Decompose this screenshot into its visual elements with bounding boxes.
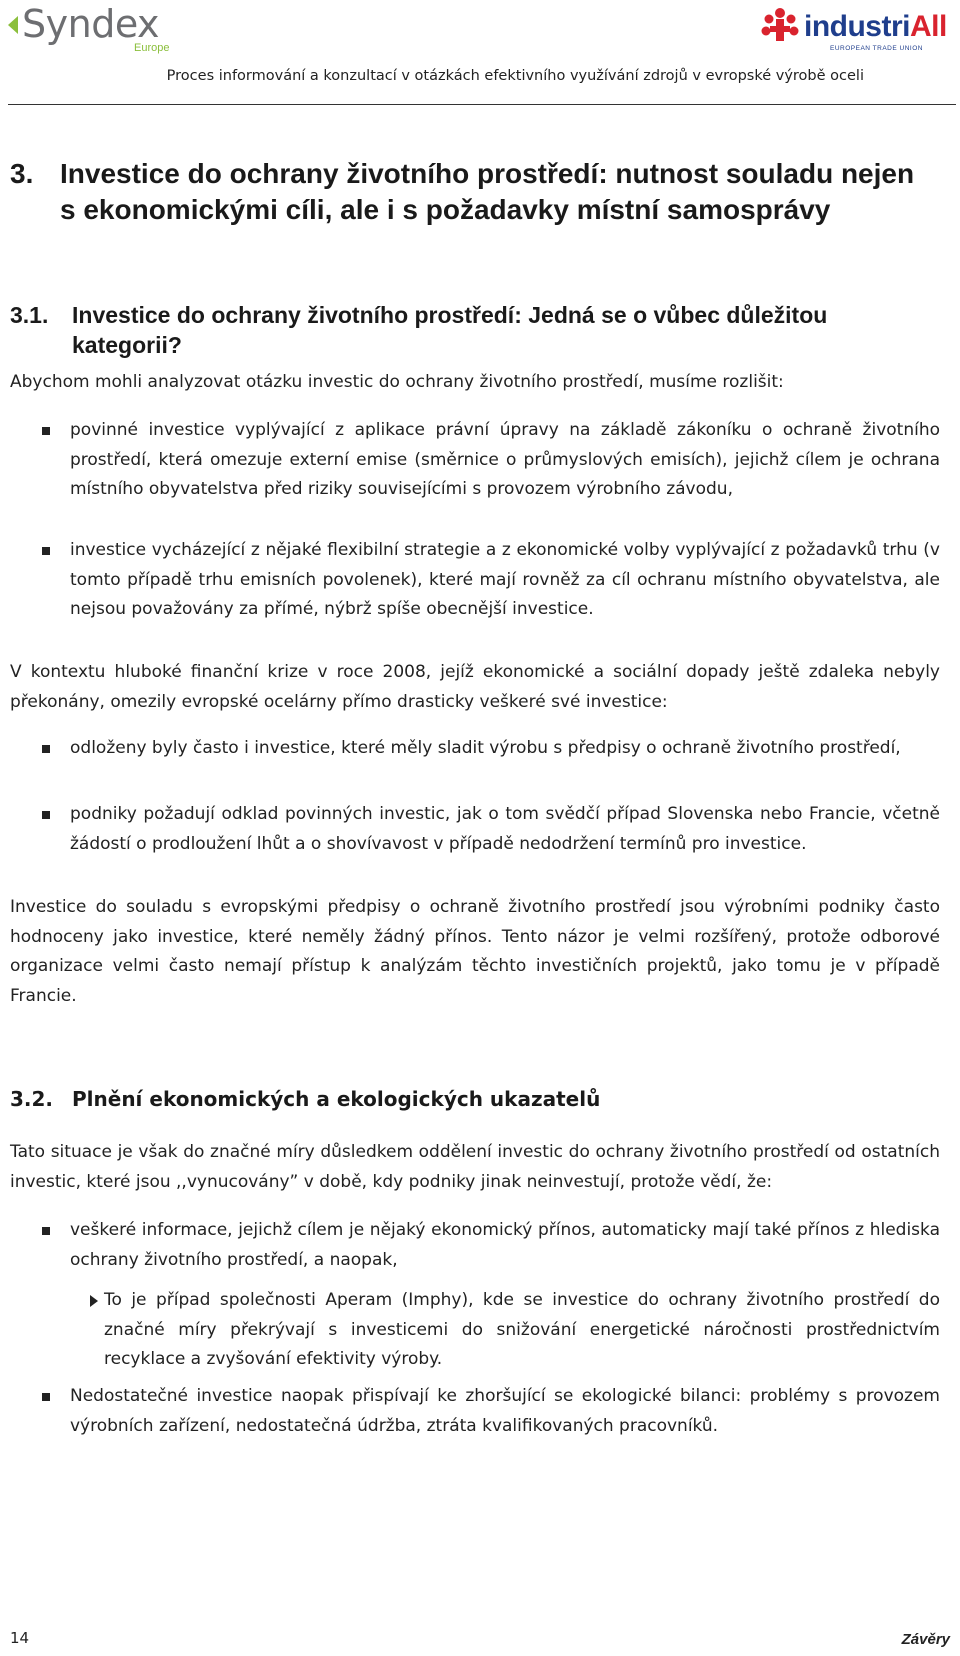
- list-item-text: odloženy byly často i investice, které měly sladit výrobu s předpisy o ochraně životního prostředí,: [70, 738, 901, 758]
- bullet-square-icon: [42, 745, 50, 753]
- bullet-square-icon: [42, 811, 50, 819]
- industriall-name-part1: industri: [804, 10, 910, 43]
- syndex-chevron-icon: [8, 16, 18, 34]
- paragraph-situation: Tato situace je však do značné míry důsledkem oddělení investic do ochrany životního prostředí od ostatních investic, které jsou ,,vynucovány” v době, kdy podniky jinak neinvestují, protože vědí, že:: [10, 1142, 940, 1192]
- section-3-2-heading: [10, 1085, 930, 1113]
- industriall-emblem-icon: [760, 6, 800, 46]
- section-3-number: 3.: [10, 158, 34, 189]
- paragraph-compliance: Investice do souladu s evropskými předpisy o ochraně životního prostředí jsou výrobními podniky často hodnoceny jako investice, které neměly žádný přínos. Tento názor je velmi rozšířený, protože odborové organizace velmi často nemají přístup k analýzám těchto investičních projektů, jako tomu je v případě Francie.: [10, 897, 940, 1006]
- list-item: [10, 734, 940, 764]
- section-3-1-number: 3.1.: [10, 302, 49, 328]
- sub-list-item: [10, 1286, 940, 1375]
- list-item-text: podniky požadují odklad povinných investic, jak o tom svědčí případ Slovenska nebo Francie, včetně žádostí o prodloužení lhůt a o shovívavost v případě nedodržení termínů pro investice.: [70, 804, 940, 854]
- bullet-square-icon: [42, 1227, 50, 1235]
- triangle-bullet-icon: [90, 1295, 98, 1307]
- bullet-square-icon: [42, 1393, 50, 1401]
- list-item-text: investice vycházející z nějaké flexibilní strategie a z ekonomické volby vyplývající z požadavků trhu (v tomto případě trhu emisních povolenek), které mají rovněž za cíl ochranu místního obyvatelstva, ale nejsou považovány za přímé, nýbrž spíše obecnější investice.: [70, 540, 940, 619]
- paragraph-intro: Abychom mohli analyzovat otázku investic do ochrany životního prostředí, musíme rozlišit:: [10, 372, 784, 392]
- sub-list-item-text: To je případ společnosti Aperam (Imphy), kde se investice do ochrany životního prostředí do značné míry překrývají s investicemi do snižování energetické náročnosti prostřednictvím recyklace a zvyšování efektivity výroby.: [104, 1290, 940, 1369]
- section-3-2-number: 3.2.: [10, 1087, 54, 1111]
- industriall-logo: [760, 6, 955, 54]
- section-3-2-title: Plnění ekonomických a ekologických ukazatelů: [72, 1087, 601, 1111]
- syndex-logo-sub: Europe: [134, 42, 170, 54]
- list-item: [10, 1216, 940, 1275]
- syndex-logo-name: Syndex: [22, 2, 160, 46]
- section-3-1-heading: [10, 300, 930, 360]
- running-header-title: Proces informování a konzultací v otázkách efektivního využívání zdrojů v evropské výrobě oceli: [166, 68, 864, 84]
- list-item-text: Nedostatečné investice naopak přispívají ke zhoršující se ekologické bilanci: problémy s provozem výrobních zařízení, nedostatečná údržba, ztráta kvalifikovaných pracovníků.: [70, 1386, 940, 1436]
- section-3-heading: [10, 156, 930, 228]
- section-3-title: Investice do ochrany životního prostředí: nutnost souladu nejen s ekonomickými cíli, ale i s požadavky místní samosprávy: [60, 158, 915, 225]
- section-3-1-title: Investice do ochrany životního prostředí: Jedná se o vůbec důležitou kategorii?: [72, 302, 828, 358]
- bullet-square-icon: [42, 427, 50, 435]
- header-divider: [8, 104, 956, 105]
- list-item: [10, 1382, 940, 1441]
- industriall-name-part2: All: [910, 10, 947, 43]
- bullet-square-icon: [42, 547, 50, 555]
- industriall-logo-name: [804, 10, 947, 44]
- page-number: 14: [10, 1629, 30, 1647]
- list-item: [10, 416, 940, 505]
- paragraph-crisis: V kontextu hluboké finanční krize v roce 2008, jejíž ekonomické a sociální dopady ještě zdaleka nebyly překonány, omezily evropské ocelárny přímo drasticky veškeré své investice:: [10, 662, 940, 712]
- list-item: [10, 800, 940, 859]
- list-item-text: veškeré informace, jejichž cílem je nějaký ekonomický přínos, automaticky mají také přínos z hlediska ochrany životního prostředí, a naopak,: [70, 1220, 940, 1270]
- syndex-logo: [8, 2, 188, 52]
- footer-section-label: Závěry: [901, 1631, 950, 1648]
- list-item-text: povinné investice vyplývající z aplikace právní úpravy na základě zákoníku o ochraně životního prostředí, která omezuje externí emise (směrnice o průmyslových emisích), jejichž cílem je ochrana místního obyvatelstva před riziky souvisejícími s provozem výrobního závodu,: [70, 420, 940, 499]
- industriall-logo-sub: EUROPEAN TRADE UNION: [830, 45, 923, 52]
- list-item: [10, 536, 940, 625]
